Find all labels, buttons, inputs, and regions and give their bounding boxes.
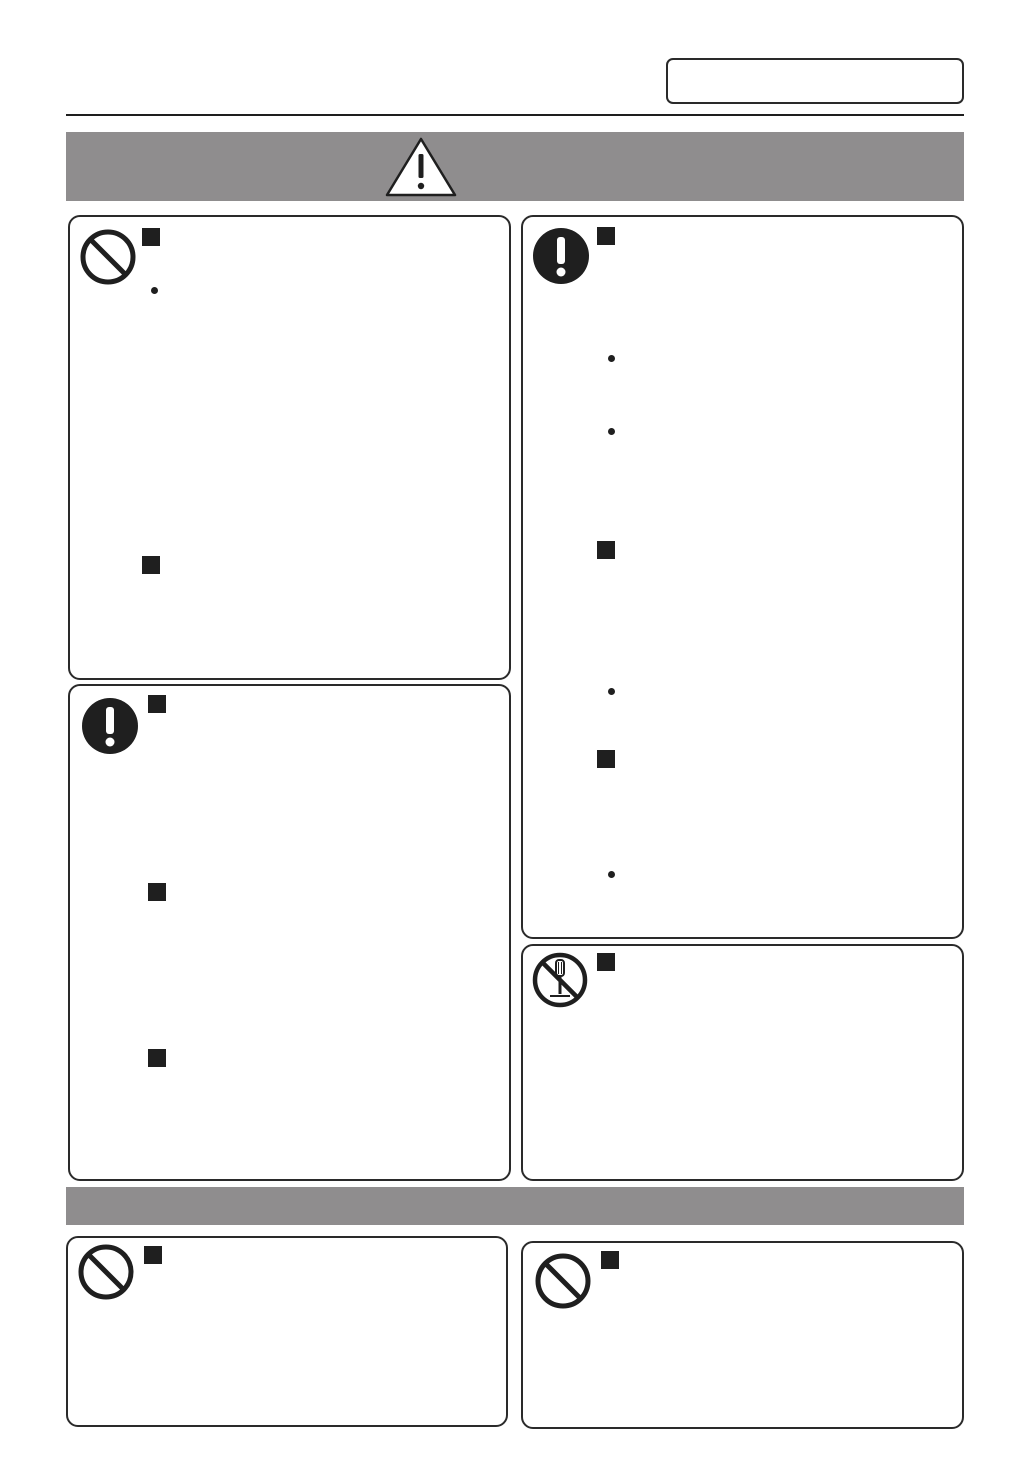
section-marker-square [142, 228, 160, 246]
mandatory-action-icon [80, 696, 140, 756]
safety-panel-bottom-left [66, 1236, 508, 1427]
section-marker-square [148, 695, 166, 713]
safety-panel-right-top [521, 215, 964, 939]
bullet-point [608, 428, 615, 435]
header-divider [66, 114, 964, 116]
section-marker-square [597, 953, 615, 971]
warning-triangle-icon [384, 136, 458, 198]
safety-panel-right-middle [521, 944, 964, 1181]
section-marker-square [597, 750, 615, 768]
bullet-point [608, 871, 615, 878]
caution-banner [66, 1187, 964, 1225]
prohibition-icon [76, 1242, 136, 1302]
section-marker-square [148, 883, 166, 901]
section-marker-square [597, 227, 615, 245]
mandatory-action-icon [531, 226, 591, 286]
prohibition-icon [533, 1251, 593, 1311]
warning-banner [66, 132, 964, 201]
section-marker-square [142, 556, 160, 574]
bullet-point [608, 688, 615, 695]
section-marker-square [144, 1246, 162, 1264]
no-disassembly-icon [530, 950, 590, 1010]
safety-panel-left-middle [68, 684, 511, 1181]
section-marker-square [597, 541, 615, 559]
section-marker-square [148, 1049, 166, 1067]
safety-panel-bottom-right [521, 1241, 964, 1429]
section-marker-square [601, 1251, 619, 1269]
safety-panel-left-top [68, 215, 511, 680]
prohibition-icon [78, 227, 138, 287]
header-label-box [666, 58, 964, 104]
bullet-point [151, 287, 158, 294]
bullet-point [608, 355, 615, 362]
